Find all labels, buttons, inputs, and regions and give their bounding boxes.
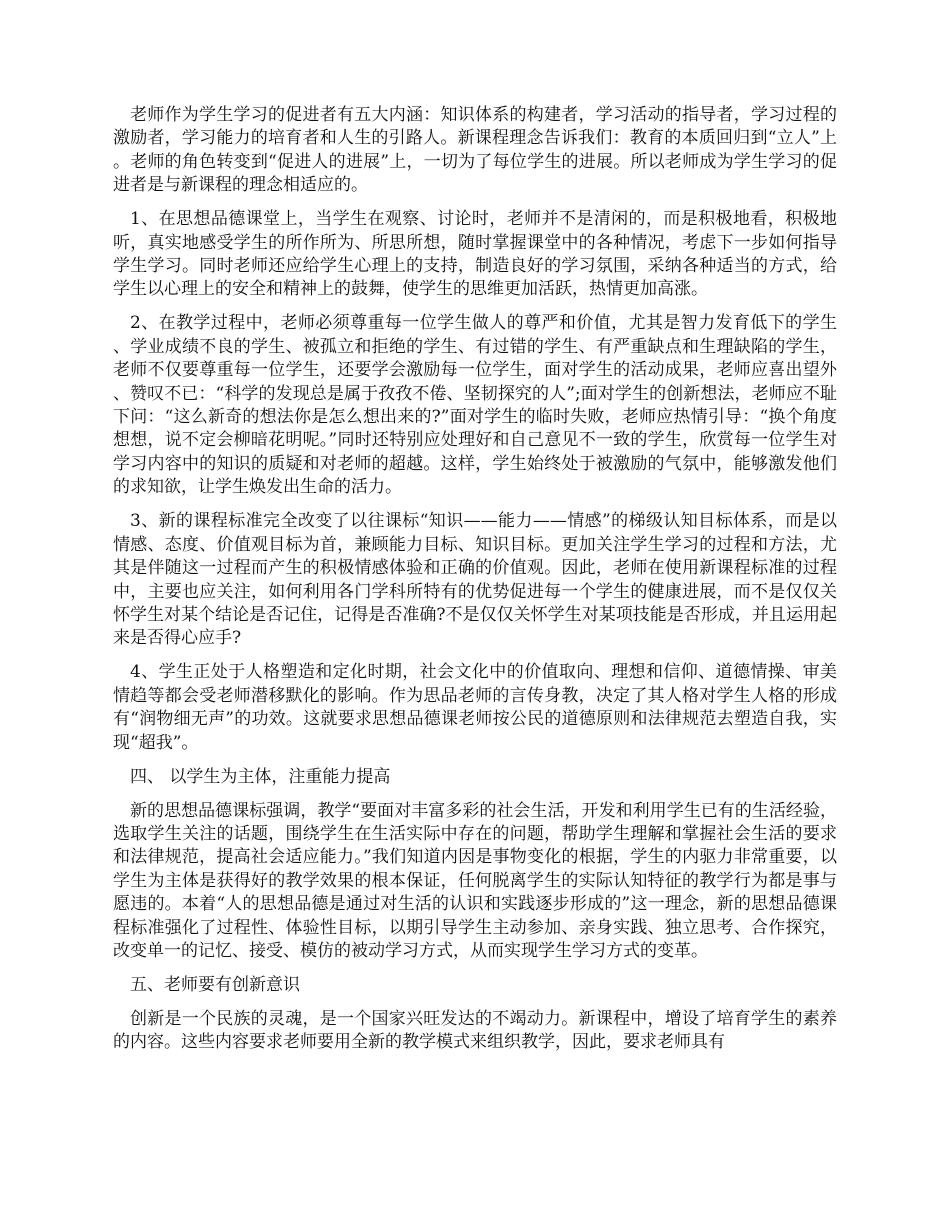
paragraph-point-3: 3、新的课程标准完全改变了以往课标“知识——能力——情感”的梯级认知目标体系，而是以情感、态度、价值观目标为首，兼顾能力目标、知识目标。更加关注学生学习的过程和方法，尤其是伴随这一过程而产生的积极情感体验和正确的价值观。因此，老师在使用新课程标准的过程中，主要也应关注，如何利用各门学科所特有的优势促进每一个学生的健康进展，而不是仅仅关怀学生对某个结论是否记住，记得是否准确?不是仅仅关怀学生对某项技能是否形成，并且运用起来是否得心应手?	[113, 511, 837, 649]
section-heading-5: 五、老师要有创新意识	[130, 974, 300, 995]
document-page	[113, 104, 837, 1065]
paragraph-section-4: 新的思想品德课标强调，教学“要面对丰富多彩的社会生活，开发和利用学生已有的生活经验，选取学生关注的话题，围绕学生在生活实际中存在的问题，帮助学生理解和掌握社会生活的要求和法律规范，提高社会适应能力。”我们知道内因是事物变化的根据，学生的内驱力非常重要，以学生为主体是获得好的教学效果的根本保证，任何脱离学生的实际认知特征的教学行为都是事与愿违的。本着“人的思想品德是通过对生活的认识和实践逐步形成的”这一理念，新的思想品德课程标准强化了过程性、体验性目标，以期引导学生主动参加、亲身实践、独立思考、合作探究，改变单一的记忆、接受、模仿的被动学习方式，从而实现学生学习方式的变革。	[113, 800, 837, 961]
paragraph-section-5: 创新是一个民族的灵魂，是一个国家兴旺发达的不竭动力。新课程中，增设了培育学生的素养的内容。这些内容要求老师要用全新的教学模式来组织教学，因此，要求老师具有	[113, 1008, 837, 1053]
paragraph-intro: 老师作为学生学习的促进者有五大内涵：知识体系的构建者，学习活动的指导者，学习过程的激励者，学习能力的培育者和人生的引路人。新课程理念告诉我们：教育的本质回归到“立人”上。老师的角色转变到“促进人的进展”上，一切为了每位学生的进展。所以老师成为学生学习的促进者是与新课程的理念相适应的。	[113, 105, 837, 196]
paragraph-point-1: 1、在思想品德课堂上，当学生在观察、讨论时，老师并不是清闲的，而是积极地看，积极地听，真实地感受学生的所作所为、所思所想，随时掌握课堂中的各种情况，考虑下一步如何指导学生学习。同时老师还应给学生心理上的支持，制造良好的学习氛围，采纳各种适当的方式，给学生以心理上的安全和精神上的鼓舞，使学生的思维更加活跃，热情更加高涨。	[113, 209, 837, 300]
paragraph-point-2: 2、在教学过程中，老师必须尊重每一位学生做人的尊严和价值，尤其是智力发育低下的学生、学业成绩不良的学生、被孤立和拒绝的学生、有过错的学生、有严重缺点和生理缺陷的学生，老师不仅要尊重每一位学生，还要学会激励每一位学生，面对学生的活动成果，老师应喜出望外、赞叹不已：“科学的发现总是属于孜孜不倦、坚韧探究的人”;面对学生的创新想法，老师应不耻下问：“这么新奇的想法你是怎么想出来的?”面对学生的临时失败，老师应热情引导：“换个角度想想，说不定会柳暗花明呢。”同时还特别应处理好和自己意见不一致的学生，欣赏每一位学生对学习内容中的知识的质疑和对老师的超越。这样，学生始终处于被激励的气氛中，能够激发他们的求知欲，让学生焕发出生命的活力。	[113, 313, 837, 498]
section-heading-4: 四、 以学生为主体，注重能力提高	[130, 766, 391, 787]
paragraph-point-4: 4、学生正处于人格塑造和定化时期，社会文化中的价值取向、理想和信仰、道德情操、审美情趋等都会受老师潜移默化的影响。作为思品老师的言传身教，决定了其人格对学生人格的形成有“润物细无声”的功效。这就要求思想品德课老师按公民的道德原则和法律规范去塑造自我，实现“超我”。	[113, 662, 837, 753]
